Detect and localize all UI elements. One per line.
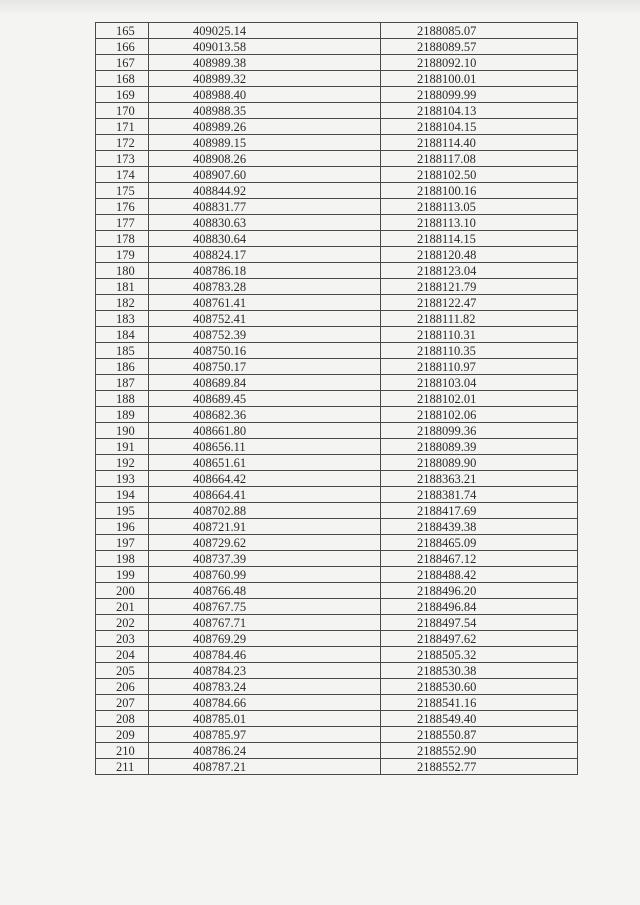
- table-row: [96, 215, 578, 231]
- y-coordinate-cell: 2188102.06: [381, 407, 578, 423]
- table-row: [96, 279, 578, 295]
- table-row: [96, 311, 578, 327]
- y-coordinate-cell: 2188552.90: [381, 743, 578, 759]
- table-row: [96, 151, 578, 167]
- x-coordinate-cell: 408989.26: [149, 119, 381, 135]
- point-number-cell: 192: [96, 455, 149, 471]
- x-coordinate-cell: 408784.66: [149, 695, 381, 711]
- point-number-cell: 207: [96, 695, 149, 711]
- x-coordinate-cell: 408661.80: [149, 423, 381, 439]
- table-row: [96, 743, 578, 759]
- table-row: [96, 375, 578, 391]
- y-coordinate-cell: 2188092.10: [381, 55, 578, 71]
- x-coordinate-cell: 408989.32: [149, 71, 381, 87]
- y-coordinate-cell: 2188110.97: [381, 359, 578, 375]
- x-coordinate-cell: 408689.84: [149, 375, 381, 391]
- y-coordinate-cell: 2188110.31: [381, 327, 578, 343]
- table-row: [96, 711, 578, 727]
- point-number-cell: 183: [96, 311, 149, 327]
- x-coordinate-cell: 408769.29: [149, 631, 381, 647]
- table-row: [96, 199, 578, 215]
- x-coordinate-cell: 408784.46: [149, 647, 381, 663]
- table-row: [96, 487, 578, 503]
- y-coordinate-cell: 2188530.38: [381, 663, 578, 679]
- table-row: [96, 759, 578, 775]
- x-coordinate-cell: 408908.26: [149, 151, 381, 167]
- x-coordinate-cell: 409025.14: [149, 23, 381, 39]
- y-coordinate-cell: 2188113.05: [381, 199, 578, 215]
- x-coordinate-cell: 408737.39: [149, 551, 381, 567]
- y-coordinate-cell: 2188496.20: [381, 583, 578, 599]
- x-coordinate-cell: 408760.99: [149, 567, 381, 583]
- point-number-cell: 196: [96, 519, 149, 535]
- table-row: [96, 535, 578, 551]
- point-number-cell: 187: [96, 375, 149, 391]
- point-number-cell: 178: [96, 231, 149, 247]
- y-coordinate-cell: 2188381.74: [381, 487, 578, 503]
- table-row: [96, 439, 578, 455]
- point-number-cell: 186: [96, 359, 149, 375]
- table-row: [96, 231, 578, 247]
- table-row: [96, 407, 578, 423]
- x-coordinate-cell: 408786.18: [149, 263, 381, 279]
- point-number-cell: 167: [96, 55, 149, 71]
- y-coordinate-cell: 2188099.99: [381, 87, 578, 103]
- point-number-cell: 189: [96, 407, 149, 423]
- x-coordinate-cell: 408664.41: [149, 487, 381, 503]
- y-coordinate-cell: 2188417.69: [381, 503, 578, 519]
- point-number-cell: 166: [96, 39, 149, 55]
- y-coordinate-cell: 2188089.90: [381, 455, 578, 471]
- y-coordinate-cell: 2188089.39: [381, 439, 578, 455]
- point-number-cell: 190: [96, 423, 149, 439]
- x-coordinate-cell: 408830.64: [149, 231, 381, 247]
- point-number-cell: 199: [96, 567, 149, 583]
- x-coordinate-cell: 408721.91: [149, 519, 381, 535]
- point-number-cell: 169: [96, 87, 149, 103]
- table-row: [96, 391, 578, 407]
- x-coordinate-cell: 408844.92: [149, 183, 381, 199]
- point-number-cell: 175: [96, 183, 149, 199]
- y-coordinate-cell: 2188549.40: [381, 711, 578, 727]
- point-number-cell: 173: [96, 151, 149, 167]
- scan-edge-shadow: [0, 0, 640, 16]
- table-row: [96, 55, 578, 71]
- coordinate-table-body: [96, 23, 578, 775]
- y-coordinate-cell: 2188104.13: [381, 103, 578, 119]
- x-coordinate-cell: 408767.71: [149, 615, 381, 631]
- point-number-cell: 168: [96, 71, 149, 87]
- x-coordinate-cell: 408767.75: [149, 599, 381, 615]
- y-coordinate-cell: 2188100.01: [381, 71, 578, 87]
- point-number-cell: 191: [96, 439, 149, 455]
- point-number-cell: 177: [96, 215, 149, 231]
- x-coordinate-cell: 408783.24: [149, 679, 381, 695]
- y-coordinate-cell: 2188497.54: [381, 615, 578, 631]
- x-coordinate-cell: 408729.62: [149, 535, 381, 551]
- y-coordinate-cell: 2188488.42: [381, 567, 578, 583]
- point-number-cell: 193: [96, 471, 149, 487]
- table-row: [96, 167, 578, 183]
- point-number-cell: 170: [96, 103, 149, 119]
- x-coordinate-cell: 408786.24: [149, 743, 381, 759]
- y-coordinate-cell: 2188102.50: [381, 167, 578, 183]
- x-coordinate-cell: 408989.38: [149, 55, 381, 71]
- x-coordinate-cell: 408831.77: [149, 199, 381, 215]
- table-row: [96, 103, 578, 119]
- y-coordinate-cell: 2188104.15: [381, 119, 578, 135]
- point-number-cell: 197: [96, 535, 149, 551]
- x-coordinate-cell: 408651.61: [149, 455, 381, 471]
- table-row: [96, 567, 578, 583]
- x-coordinate-cell: 408766.48: [149, 583, 381, 599]
- point-number-cell: 172: [96, 135, 149, 151]
- y-coordinate-cell: 2188121.79: [381, 279, 578, 295]
- table-row: [96, 295, 578, 311]
- y-coordinate-cell: 2188111.82: [381, 311, 578, 327]
- point-number-cell: 205: [96, 663, 149, 679]
- table-row: [96, 727, 578, 743]
- table-row: [96, 23, 578, 39]
- y-coordinate-cell: 2188113.10: [381, 215, 578, 231]
- x-coordinate-cell: 408702.88: [149, 503, 381, 519]
- table-row: [96, 135, 578, 151]
- table-row: [96, 551, 578, 567]
- y-coordinate-cell: 2188467.12: [381, 551, 578, 567]
- table-row: [96, 519, 578, 535]
- y-coordinate-cell: 2188530.60: [381, 679, 578, 695]
- x-coordinate-cell: 409013.58: [149, 39, 381, 55]
- x-coordinate-cell: 408761.41: [149, 295, 381, 311]
- y-coordinate-cell: 2188123.04: [381, 263, 578, 279]
- y-coordinate-cell: 2188100.16: [381, 183, 578, 199]
- table-row: [96, 583, 578, 599]
- y-coordinate-cell: 2188102.01: [381, 391, 578, 407]
- table-row: [96, 343, 578, 359]
- y-coordinate-cell: 2188363.21: [381, 471, 578, 487]
- x-coordinate-cell: 408783.28: [149, 279, 381, 295]
- point-number-cell: 200: [96, 583, 149, 599]
- y-coordinate-cell: 2188550.87: [381, 727, 578, 743]
- y-coordinate-cell: 2188439.38: [381, 519, 578, 535]
- table-row: [96, 599, 578, 615]
- y-coordinate-cell: 2188089.57: [381, 39, 578, 55]
- point-number-cell: 211: [96, 759, 149, 775]
- point-number-cell: 204: [96, 647, 149, 663]
- table-row: [96, 679, 578, 695]
- y-coordinate-cell: 2188541.16: [381, 695, 578, 711]
- point-number-cell: 179: [96, 247, 149, 263]
- y-coordinate-cell: 2188114.15: [381, 231, 578, 247]
- table-row: [96, 39, 578, 55]
- point-number-cell: 201: [96, 599, 149, 615]
- table-row: [96, 327, 578, 343]
- point-number-cell: 182: [96, 295, 149, 311]
- x-coordinate-cell: 408830.63: [149, 215, 381, 231]
- x-coordinate-cell: 408656.11: [149, 439, 381, 455]
- table-row: [96, 183, 578, 199]
- y-coordinate-cell: 2188552.77: [381, 759, 578, 775]
- y-coordinate-cell: 2188114.40: [381, 135, 578, 151]
- point-number-cell: 188: [96, 391, 149, 407]
- point-number-cell: 203: [96, 631, 149, 647]
- x-coordinate-cell: 408989.15: [149, 135, 381, 151]
- table-row: [96, 503, 578, 519]
- x-coordinate-cell: 408664.42: [149, 471, 381, 487]
- table-row: [96, 695, 578, 711]
- table-row: [96, 631, 578, 647]
- x-coordinate-cell: 408689.45: [149, 391, 381, 407]
- x-coordinate-cell: 408784.23: [149, 663, 381, 679]
- table-row: [96, 423, 578, 439]
- point-number-cell: 206: [96, 679, 149, 695]
- y-coordinate-cell: 2188110.35: [381, 343, 578, 359]
- point-number-cell: 181: [96, 279, 149, 295]
- y-coordinate-cell: 2188496.84: [381, 599, 578, 615]
- y-coordinate-cell: 2188099.36: [381, 423, 578, 439]
- x-coordinate-cell: 408824.17: [149, 247, 381, 263]
- x-coordinate-cell: 408787.21: [149, 759, 381, 775]
- x-coordinate-cell: 408752.41: [149, 311, 381, 327]
- table-row: [96, 663, 578, 679]
- point-number-cell: 210: [96, 743, 149, 759]
- table-row: [96, 119, 578, 135]
- point-number-cell: 171: [96, 119, 149, 135]
- x-coordinate-cell: 408682.36: [149, 407, 381, 423]
- point-number-cell: 165: [96, 23, 149, 39]
- table-row: [96, 647, 578, 663]
- y-coordinate-cell: 2188085.07: [381, 23, 578, 39]
- point-number-cell: 176: [96, 199, 149, 215]
- table-row: [96, 87, 578, 103]
- table-row: [96, 71, 578, 87]
- x-coordinate-cell: 408988.40: [149, 87, 381, 103]
- table-row: [96, 359, 578, 375]
- point-number-cell: 202: [96, 615, 149, 631]
- table-row: [96, 471, 578, 487]
- table-row: [96, 455, 578, 471]
- point-number-cell: 184: [96, 327, 149, 343]
- coordinate-table: [95, 22, 578, 775]
- y-coordinate-cell: 2188117.08: [381, 151, 578, 167]
- y-coordinate-cell: 2188103.04: [381, 375, 578, 391]
- table-row: [96, 263, 578, 279]
- point-number-cell: 195: [96, 503, 149, 519]
- x-coordinate-cell: 408785.97: [149, 727, 381, 743]
- x-coordinate-cell: 408750.17: [149, 359, 381, 375]
- table-row: [96, 615, 578, 631]
- x-coordinate-cell: 408907.60: [149, 167, 381, 183]
- point-number-cell: 194: [96, 487, 149, 503]
- table-row: [96, 247, 578, 263]
- point-number-cell: 174: [96, 167, 149, 183]
- x-coordinate-cell: 408752.39: [149, 327, 381, 343]
- y-coordinate-cell: 2188122.47: [381, 295, 578, 311]
- point-number-cell: 209: [96, 727, 149, 743]
- point-number-cell: 180: [96, 263, 149, 279]
- y-coordinate-cell: 2188497.62: [381, 631, 578, 647]
- point-number-cell: 198: [96, 551, 149, 567]
- point-number-cell: 208: [96, 711, 149, 727]
- y-coordinate-cell: 2188465.09: [381, 535, 578, 551]
- point-number-cell: 185: [96, 343, 149, 359]
- x-coordinate-cell: 408785.01: [149, 711, 381, 727]
- y-coordinate-cell: 2188120.48: [381, 247, 578, 263]
- y-coordinate-cell: 2188505.32: [381, 647, 578, 663]
- x-coordinate-cell: 408988.35: [149, 103, 381, 119]
- x-coordinate-cell: 408750.16: [149, 343, 381, 359]
